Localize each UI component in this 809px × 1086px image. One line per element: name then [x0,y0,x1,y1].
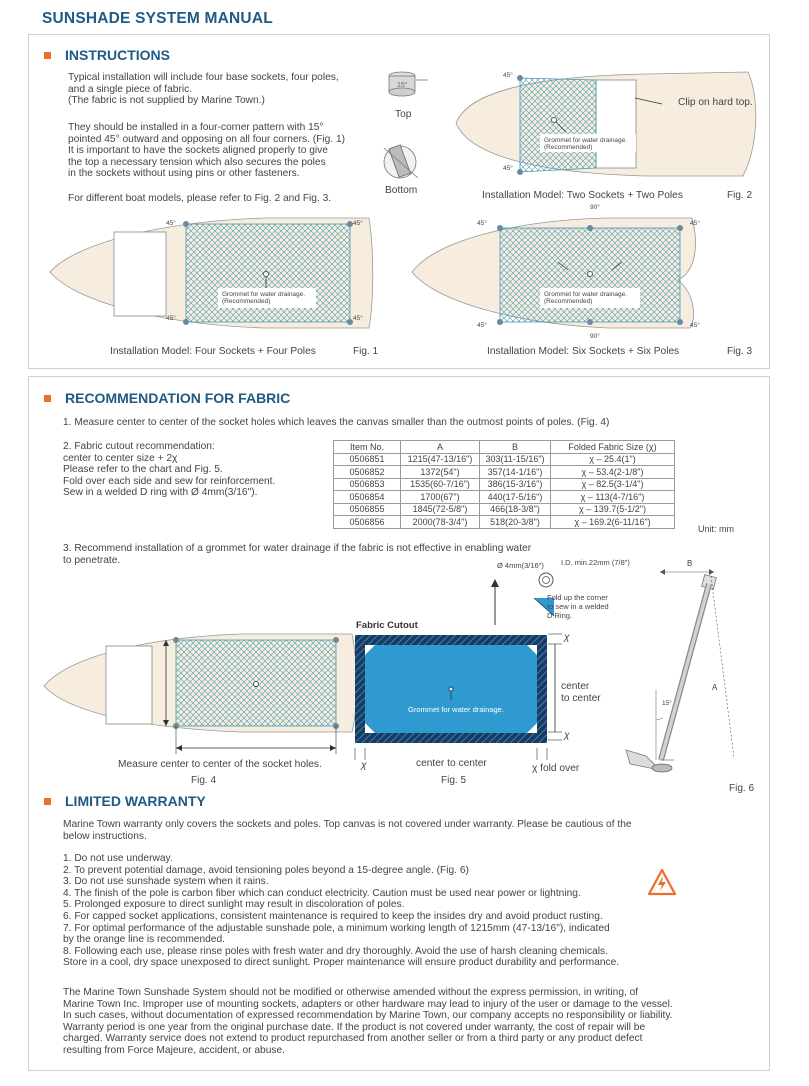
warranty-items: 1. Do not use underway. 2. To prevent potential damage, avoid tensioning poles beyond a 15-degree angle. (Fig. 6) 3. Do not use sunshade system when it rains. 4. The finish of the pole is carbon fiber which can conduct electricity. Caution must be used near power or lightning. 5. Prolonged exposure to direct sunlight may result in discoloration of poles. 6. For capped socket applications, consistent maintenance is required to keep the insides dry and avoid product rusting. 7. For optimal performance of the adjustable sunshade pole, a minimum working length of 1215mm (47-13/16"), indicated by the orange line is recommended. 8. Following each use, please rinse poles with fresh water and dry thoroughly. Avoid the use of harsh cleaning chemicals. Store in a cool, dry space unexposed to direct sunlight. Proper maintenance will ensure product durability and performance. [63,853,620,969]
cell: χ – 139.7(5-1/2") [551,503,675,516]
cell: 1700(67") [401,491,480,504]
cell: 357(14-1/16") [480,466,551,479]
fig4-caption: Measure center to center of the socket holes. [118,759,322,770]
col-folded: Folded Fabric Size (χ) [551,441,675,454]
fabric-step1: 1. Measure center to center of the socket holes which leaves the canvas smaller than the outmost points of poles. (Fig. 4) [63,417,610,428]
cell: 1372(54") [401,466,480,479]
fig1-label: Fig. 1 [353,346,379,357]
boat-diagram-two-sockets [448,68,768,186]
chi-top-right: χ [564,632,570,643]
pole-label-b: B [687,559,693,568]
cell: 0506852 [334,466,401,479]
warranty-heading: LIMITED WARRANTY [65,793,206,809]
section-bullet [44,52,51,59]
fabric-cutout-diagram [352,632,552,762]
pole-angle-15: 15° [662,700,672,707]
boat-diagram-measure [40,628,370,758]
inner-diameter-label: I.D. min.22mm (7/8") [561,558,630,567]
grommet-recommended: (Recommended) [544,144,593,151]
instructions-para2: They should be installed in a four-corner pattern with 15° pointed 45° outward and opposing on all four corners. (Fig. 1) It is important to have the sockets aligned properly to give the top a necessary tension which also secures the poles in the sockets without using pins or other fasteners. [68,122,346,180]
cell: 386(15-3/16") [480,478,551,491]
section-bullet [44,395,51,402]
fig3-label: Fig. 3 [727,346,753,357]
fig2-caption: Installation Model: Two Sockets + Two Poles [482,190,683,201]
fig1-angle-tr: 45° [353,220,363,227]
fabric-heading: RECOMMENDATION FOR FABRIC [65,390,291,406]
cell: 466(18-3/8") [480,503,551,516]
grommet-text: Grommet for water drainage. [222,291,306,298]
cell: 2000(78-3/4") [401,516,480,529]
page-title: SUNSHADE SYSTEM MANUAL [42,10,273,27]
arrow-up-icon [483,575,513,627]
section-bullet [44,798,51,805]
warranty-intro: Marine Town warranty only covers the sockets and poles. Top canvas is not covered under warranty. Please be cautious of the below instructions. [63,819,632,842]
vertical-dimension [548,632,562,742]
fig6-label: Fig. 6 [729,783,755,794]
bottom-label: Bottom [385,185,418,196]
cell: χ – 113(4-7/16") [551,491,675,504]
fig4-label: Fig. 4 [191,775,217,786]
socket-top-illustration [380,66,430,111]
cell: 1845(72-5/8") [401,503,480,516]
instructions-para1: Typical installation will include four base sockets, four poles, and a single piece of fabric. (The fabric is not supplied by Marine Town.) [68,72,339,107]
table-header-row [334,441,675,454]
svg-text:15°: 15° [397,82,408,89]
fig3-angle-tr: 45° [690,220,700,227]
fig2-angle-top: 45° [503,72,513,79]
fig1-angle-br: 45° [353,315,363,322]
cell: 0506853 [334,478,401,491]
cell: χ – 25.4(1") [551,453,675,466]
boat-diagram-four-sockets [44,210,384,336]
chi-bottom-left: χ [361,760,367,771]
fabric-size-table [333,440,675,529]
fig3-caption: Installation Model: Six Sockets + Six Poles [487,346,680,357]
fig1-grommet-label [222,291,305,305]
table-row [334,478,675,491]
grommet-recommended: (Recommended) [222,298,271,305]
fig2-label: Fig. 2 [727,190,753,201]
unit-label: Unit: mm [698,524,734,534]
fig3-angle-br: 45° [690,322,700,329]
fig3-grommet-label [544,291,627,305]
fig3-angle-90-top: 90° [590,204,600,211]
table-row [334,491,675,504]
pole-label-a: A [712,683,718,692]
top-label: Top [395,109,412,120]
fig5-label: Fig. 5 [441,775,467,786]
electric-warning-icon [647,868,677,896]
center-to-center-h: center to center [416,758,487,769]
fig1-caption: Installation Model: Four Sockets + Four Poles [110,346,316,357]
cell: 0506855 [334,503,401,516]
boat-diagram-six-sockets [408,210,708,336]
instructions-heading: INSTRUCTIONS [65,47,170,63]
diameter-label: Ø 4mm(3/16") [497,561,544,570]
socket-bottom-illustration [378,140,428,185]
table-row [334,453,675,466]
grommet-text: Grommet for water drainage. [544,137,628,144]
table-row [334,516,675,529]
fig1-angle-bl: 45° [166,315,176,322]
fig3-angle-tl: 45° [477,220,487,227]
instructions-para3: For different boat models, please refer to Fig. 2 and Fig. 3. [68,193,332,204]
cell: 0506856 [334,516,401,529]
chi-bottom-right: χ [564,730,570,741]
cell: χ – 53.4(2-1/8") [551,466,675,479]
fig2-grommet-label [544,137,627,151]
cell: 0506854 [334,491,401,504]
center-to-center-v: center to center [561,681,601,704]
fold-over-label: χ fold over [532,763,580,774]
cell: 303(11-15/16") [480,453,551,466]
fabric-step2: 2. Fabric cutout recommendation: center to center size + 2χ Please refer to the chart and Fig. 5. Fold over each side and sew for reinforcement. Sew in a welded D ring with Ø 4mm(3/16"). [63,441,276,499]
cell: 0506851 [334,453,401,466]
col-a: A [401,441,480,454]
grommet-text: Grommet for water drainage. [544,291,628,298]
table-row [334,466,675,479]
cell: χ – 169.2(6-11/16") [551,516,675,529]
cell: χ – 82.5(3-1/4") [551,478,675,491]
fig2-angle-bottom: 45° [503,165,513,172]
col-item: Item No. [334,441,401,454]
fabric-grommet-label: Grommet for water drainage. [408,705,504,714]
fold-corner-note: Fold up the corner to sew in a welded D Ring. [547,593,609,620]
cell: 440(17-5/16") [480,491,551,504]
fabric-cutout-title: Fabric Cutout [356,620,418,631]
warranty-closing: The Marine Town Sunshade System should not be modified or otherwise amended without the express permission, in writing, of Marine Town Inc. Improper use of mounting sockets, adapters or other hardware may lead to injury of the user or damage to the vessel. In such cases, without documentation of expressed recommendation by Marine Town, our company accepts no responsibility or liability. Warranty period is one year from the original purchase date. If the product is not covered under warranty, the cost of repair will be charged. Warranty service does not extend to product repurchased from another seller or from a third party or any product defect resulting from Force Majeure, accident, or abuse. [63,987,673,1056]
fig3-angle-90-bottom: 90° [590,333,600,340]
fig3-angle-bl: 45° [477,322,487,329]
cell: 518(20-3/8") [480,516,551,529]
col-b: B [480,441,551,454]
table-row [334,503,675,516]
clip-label: Clip on hard top. [678,97,753,108]
fabric-step3: 3. Recommend installation of a grommet for water drainage if the fabric is not effective in enabling water to penetrate. [63,543,532,566]
cell: 1535(60-7/16") [401,478,480,491]
grommet-recommended: (Recommended) [544,298,593,305]
fig1-angle-tl: 45° [166,220,176,227]
pole-diagram [616,560,746,782]
cell: 1215(47-13/16") [401,453,480,466]
